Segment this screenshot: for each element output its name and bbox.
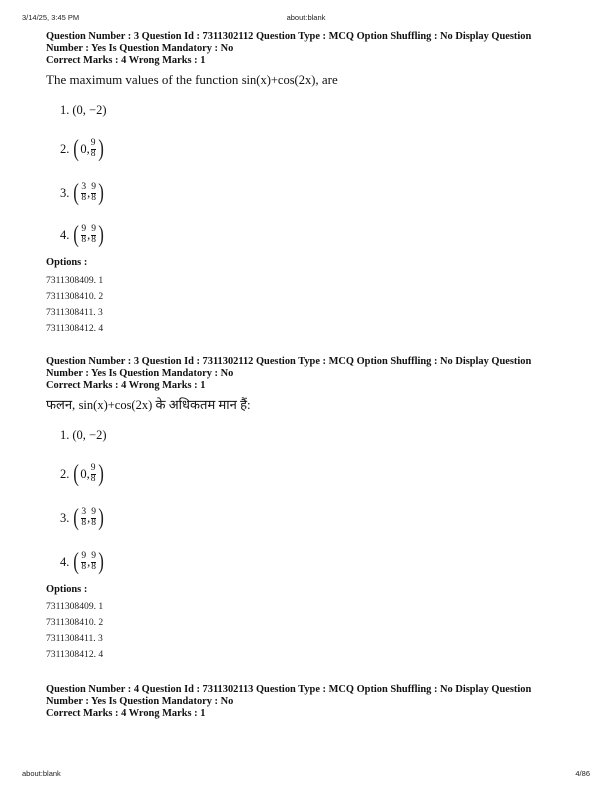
option-number: 2. <box>60 141 70 156</box>
option-1 <box>60 428 107 443</box>
option-1 <box>60 103 107 118</box>
numerator: 9 <box>81 224 87 234</box>
option-number: 2. <box>60 466 70 481</box>
denominator: 8 <box>81 561 87 572</box>
meta-line: Correct Marks : 4 Wrong Marks : 1 <box>46 380 206 392</box>
question-math: sin(x)+cos(2x) <box>78 397 153 412</box>
option-id: 7311308410. 2 <box>46 617 104 628</box>
denominator: 8 <box>91 234 96 245</box>
fraction <box>91 464 96 484</box>
question-prefix: The maximum values of the function <box>46 71 239 87</box>
fraction <box>91 225 96 245</box>
right-paren: ) <box>98 222 104 248</box>
question-meta <box>46 684 566 721</box>
left-paren: ( <box>73 180 80 206</box>
denominator: 8 <box>91 561 96 572</box>
question-block-2 <box>46 356 566 660</box>
print-header <box>0 13 612 25</box>
question-text <box>46 396 566 414</box>
print-footer <box>0 769 612 781</box>
fraction <box>81 183 86 203</box>
denominator: 8 <box>81 234 87 245</box>
numerator: 3 <box>81 507 87 517</box>
option-term: 0, <box>80 141 90 156</box>
option-text: (0, −2) <box>72 428 107 442</box>
left-paren: ( <box>73 136 80 162</box>
option-2 <box>60 462 105 486</box>
denominator: 8 <box>81 517 87 528</box>
left-paren: ( <box>73 461 80 487</box>
question-meta <box>46 31 566 68</box>
question-math: sin(x)+cos(2x) <box>241 72 316 87</box>
left-paren: ( <box>73 505 80 531</box>
option-id: 7311308411. 3 <box>46 307 103 318</box>
option-number: 1. <box>60 103 70 117</box>
option-id: 7311308409. 1 <box>46 275 104 286</box>
option-number: 4. <box>60 227 70 242</box>
option-number: 3. <box>60 510 70 525</box>
timestamp: 3/14/25, 3:45 PM <box>22 13 80 22</box>
option-id: 7311308409. 1 <box>46 601 104 612</box>
numerator: 9 <box>91 507 96 517</box>
right-paren: ) <box>98 180 104 206</box>
option-number: 4. <box>60 554 70 569</box>
denominator: 8 <box>91 517 96 528</box>
numerator: 9 <box>91 551 96 561</box>
right-paren: ) <box>98 505 104 531</box>
meta-line: Correct Marks : 4 Wrong Marks : 1 <box>46 55 206 67</box>
numerator: 9 <box>90 463 96 473</box>
meta-line: Correct Marks : 4 Wrong Marks : 1 <box>46 708 206 720</box>
footer-url: about:blank <box>22 769 61 778</box>
fraction <box>81 225 86 245</box>
numerator: 3 <box>81 182 87 192</box>
meta-line: Question Number : 3 Question Id : 7311302112 Question Type : MCQ Option Shuffling : No Display Question <box>46 356 532 367</box>
numerator: 9 <box>91 224 96 234</box>
fraction <box>91 508 96 528</box>
right-paren: ) <box>97 461 104 487</box>
option-number: 3. <box>60 185 70 200</box>
meta-line: Question Number : 3 Question Id : 7311302112 Question Type : MCQ Option Shuffling : No Display Question <box>46 31 532 42</box>
fraction <box>81 508 86 528</box>
options-label: Options : <box>46 257 88 268</box>
right-paren: ) <box>98 549 104 575</box>
question-block-1 <box>46 31 566 334</box>
option-number: 1. <box>60 428 70 442</box>
fraction <box>91 139 96 159</box>
page-indicator: 4/86 <box>575 769 590 778</box>
fraction <box>81 552 86 572</box>
fraction <box>91 183 96 203</box>
question-suffix: , are <box>315 71 338 87</box>
option-id: 7311308411. 3 <box>46 633 103 644</box>
page-title: about:blank <box>286 13 326 22</box>
option-3: 3. ( $\frac{3}{8}$ , $\frac{9}{8}$ ) <box>60 180 104 206</box>
meta-line: Number : Yes Is Question Mandatory : No <box>46 696 234 708</box>
meta-line: Number : Yes Is Question Mandatory : No <box>46 368 234 380</box>
question-prefix: फलन, <box>46 396 76 412</box>
question-meta <box>46 356 566 393</box>
option-4: 4. ( $\frac{9}{8}$ , $\frac{9}{8}$ ) <box>60 222 104 248</box>
option-id: 7311308412. 4 <box>46 649 104 660</box>
option-text: (0, −2) <box>72 103 107 117</box>
numerator: 9 <box>90 138 96 148</box>
numerator: 9 <box>91 182 96 192</box>
options-label: Options : <box>46 584 88 595</box>
question-suffix: के अधिकतम मान हैं: <box>155 396 251 412</box>
option-2 <box>60 137 105 161</box>
option-id: 7311308410. 2 <box>46 291 104 302</box>
question-block-3 <box>46 684 566 721</box>
left-paren: ( <box>73 549 80 575</box>
left-paren: ( <box>73 222 80 248</box>
denominator: 8 <box>90 148 96 159</box>
numerator: 9 <box>81 551 87 561</box>
question-text <box>46 71 566 89</box>
option-term: 0, <box>80 466 90 481</box>
right-paren: ) <box>97 136 104 162</box>
denominator: 8 <box>81 192 87 203</box>
denominator: 8 <box>91 192 96 203</box>
fraction <box>91 552 96 572</box>
meta-line: Number : Yes Is Question Mandatory : No <box>46 43 234 55</box>
option-4: 4. ( $\frac{9}{8}$ , $\frac{9}{8}$ ) <box>60 549 104 575</box>
meta-line: Question Number : 4 Question Id : 7311302113 Question Type : MCQ Option Shuffling : No Display Question <box>46 684 532 695</box>
option-id: 7311308412. 4 <box>46 323 104 334</box>
option-3: 3. ( $\frac{3}{8}$ , $\frac{9}{8}$ ) <box>60 505 104 531</box>
denominator: 8 <box>90 473 96 484</box>
